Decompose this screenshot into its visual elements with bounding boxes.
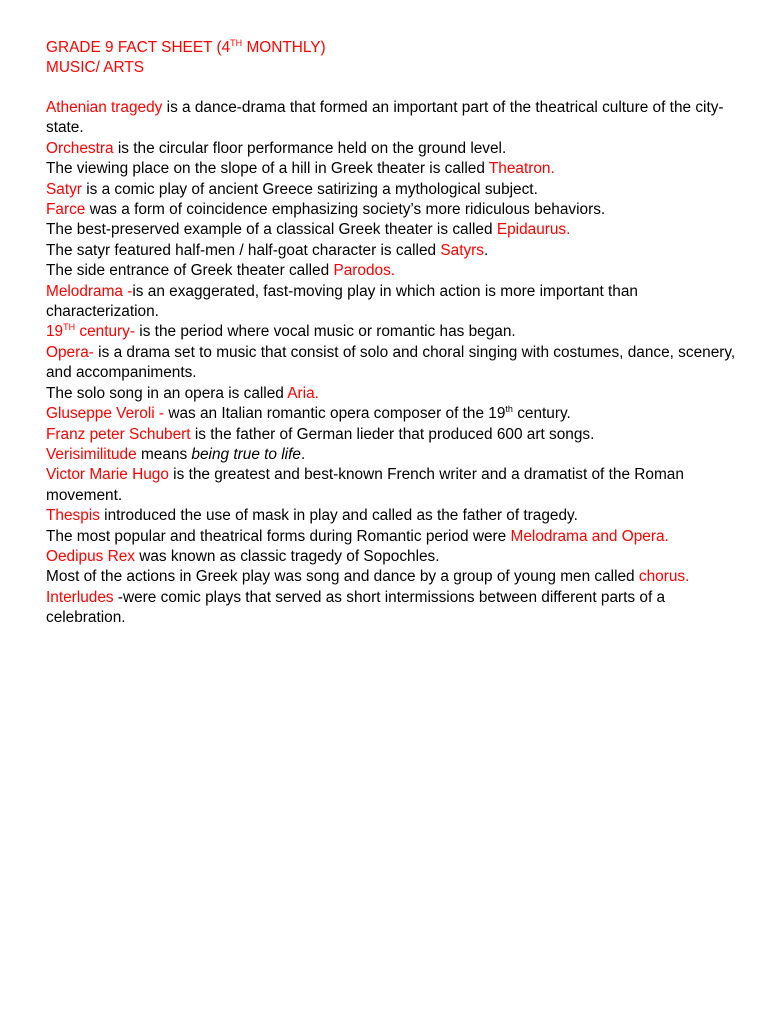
fact-item bbox=[46, 282, 736, 323]
page-subtitle: MUSIC/ ARTS bbox=[46, 59, 145, 76]
fact-item bbox=[46, 527, 736, 547]
fact-text: is a dance-drama that formed an important part of the theatrical culture of the city-state. bbox=[46, 99, 724, 137]
fact-item bbox=[46, 220, 736, 240]
fact-term: Orchestra bbox=[46, 139, 114, 157]
fact-text-suffix: . bbox=[300, 445, 306, 463]
fact-text: is the father of German lieder that produced 600 art songs. bbox=[190, 425, 595, 443]
fact-text: introduced the use of mask in play and called as the father of tragedy. bbox=[99, 507, 578, 525]
fact-text: The best-preserved example of a classical Greek theater is called bbox=[46, 221, 497, 239]
fact-text-suffix: century. bbox=[512, 405, 571, 423]
fact-text-superscript: th bbox=[505, 404, 513, 415]
fact-text: is the circular floor performance held on the ground level. bbox=[113, 139, 507, 157]
fact-term: Farce bbox=[46, 201, 86, 219]
fact-text: is the period where vocal music or romantic has began. bbox=[135, 323, 516, 341]
fact-term: Victor Marie Hugo bbox=[46, 466, 169, 484]
fact-text: was known as classic tragedy of Sopochles. bbox=[134, 547, 440, 565]
fact-answer: Aria. bbox=[287, 384, 319, 402]
fact-item bbox=[46, 506, 736, 526]
fact-answer: Theatron. bbox=[488, 160, 555, 178]
fact-text: The satyr featured half-men / half-goat character is called bbox=[46, 241, 441, 259]
fact-item bbox=[46, 322, 736, 342]
fact-text: is an exaggerated, fast-moving play in which action is more important than characterization. bbox=[46, 282, 638, 321]
fact-item bbox=[46, 180, 736, 200]
facts-list bbox=[46, 98, 736, 629]
fact-text: Most of the actions in Greek play was song and dance by a group of young men called bbox=[46, 568, 639, 586]
fact-term: Melodrama - bbox=[46, 282, 133, 300]
fact-item bbox=[46, 588, 736, 629]
fact-item bbox=[46, 465, 736, 506]
fact-text: The viewing place on the slope of a hill in Greek theater is called bbox=[46, 160, 489, 178]
page-title: GRADE 9 FACT SHEET (4TH MONTHLY) bbox=[46, 38, 326, 56]
fact-term: Oedipus Rex bbox=[46, 547, 135, 565]
fact-text: was an Italian romantic opera composer of the 19 bbox=[164, 405, 506, 423]
fact-item bbox=[46, 159, 736, 179]
fact-text-suffix: . bbox=[484, 241, 489, 259]
fact-term: 19 bbox=[46, 323, 64, 341]
fact-term: Thespis bbox=[46, 507, 100, 525]
fact-text: is the greatest and best-known French writer and a dramatist of the Roman movement. bbox=[46, 466, 684, 504]
fact-answer: chorus. bbox=[638, 568, 690, 586]
fact-term-suffix: century- bbox=[75, 323, 135, 341]
fact-term: Franz peter Schubert bbox=[46, 425, 191, 443]
fact-term: Athenian tragedy bbox=[46, 99, 163, 116]
fact-term: Gluseppe Veroli - bbox=[46, 405, 165, 423]
fact-text: was a form of coincidence emphasizing society’s more ridiculous behaviors. bbox=[85, 201, 606, 219]
fact-term: Interludes bbox=[46, 588, 114, 606]
fact-answer: Parodos. bbox=[333, 262, 396, 280]
fact-text: -were comic plays that served as short intermissions between different parts of a celebration. bbox=[46, 588, 666, 627]
fact-item bbox=[46, 425, 736, 445]
fact-item bbox=[46, 200, 736, 220]
fact-item bbox=[46, 139, 736, 159]
fact-text: is a drama set to music that consist of solo and choral singing with costumes, dance, scenery, and accompaniments. bbox=[46, 343, 736, 382]
fact-text: means bbox=[136, 445, 192, 463]
fact-item bbox=[46, 343, 736, 384]
fact-text-emphasis: being true to life bbox=[191, 445, 301, 463]
fact-term-superscript: TH bbox=[63, 322, 76, 333]
fact-item bbox=[46, 98, 736, 139]
fact-answer: Satyrs bbox=[440, 241, 484, 259]
fact-term: Verisimilitude bbox=[46, 445, 137, 463]
fact-item bbox=[46, 445, 736, 465]
fact-item bbox=[46, 384, 736, 404]
fact-answer: Melodrama and Opera. bbox=[510, 527, 669, 545]
fact-text: The solo song in an opera is called bbox=[46, 384, 288, 402]
page-header bbox=[46, 38, 326, 78]
fact-text: is a comic play of ancient Greece satirizing a mythological subject. bbox=[81, 180, 538, 198]
fact-item bbox=[46, 404, 736, 424]
fact-item bbox=[46, 261, 736, 281]
fact-term: Opera- bbox=[46, 343, 94, 361]
fact-text: The most popular and theatrical forms during Romantic period were bbox=[46, 527, 511, 545]
fact-answer: Epidaurus. bbox=[496, 221, 571, 239]
fact-item bbox=[46, 547, 736, 567]
fact-term: Satyr bbox=[46, 180, 82, 198]
fact-item bbox=[46, 241, 736, 261]
fact-item bbox=[46, 567, 736, 587]
fact-text: The side entrance of Greek theater called bbox=[46, 262, 334, 280]
